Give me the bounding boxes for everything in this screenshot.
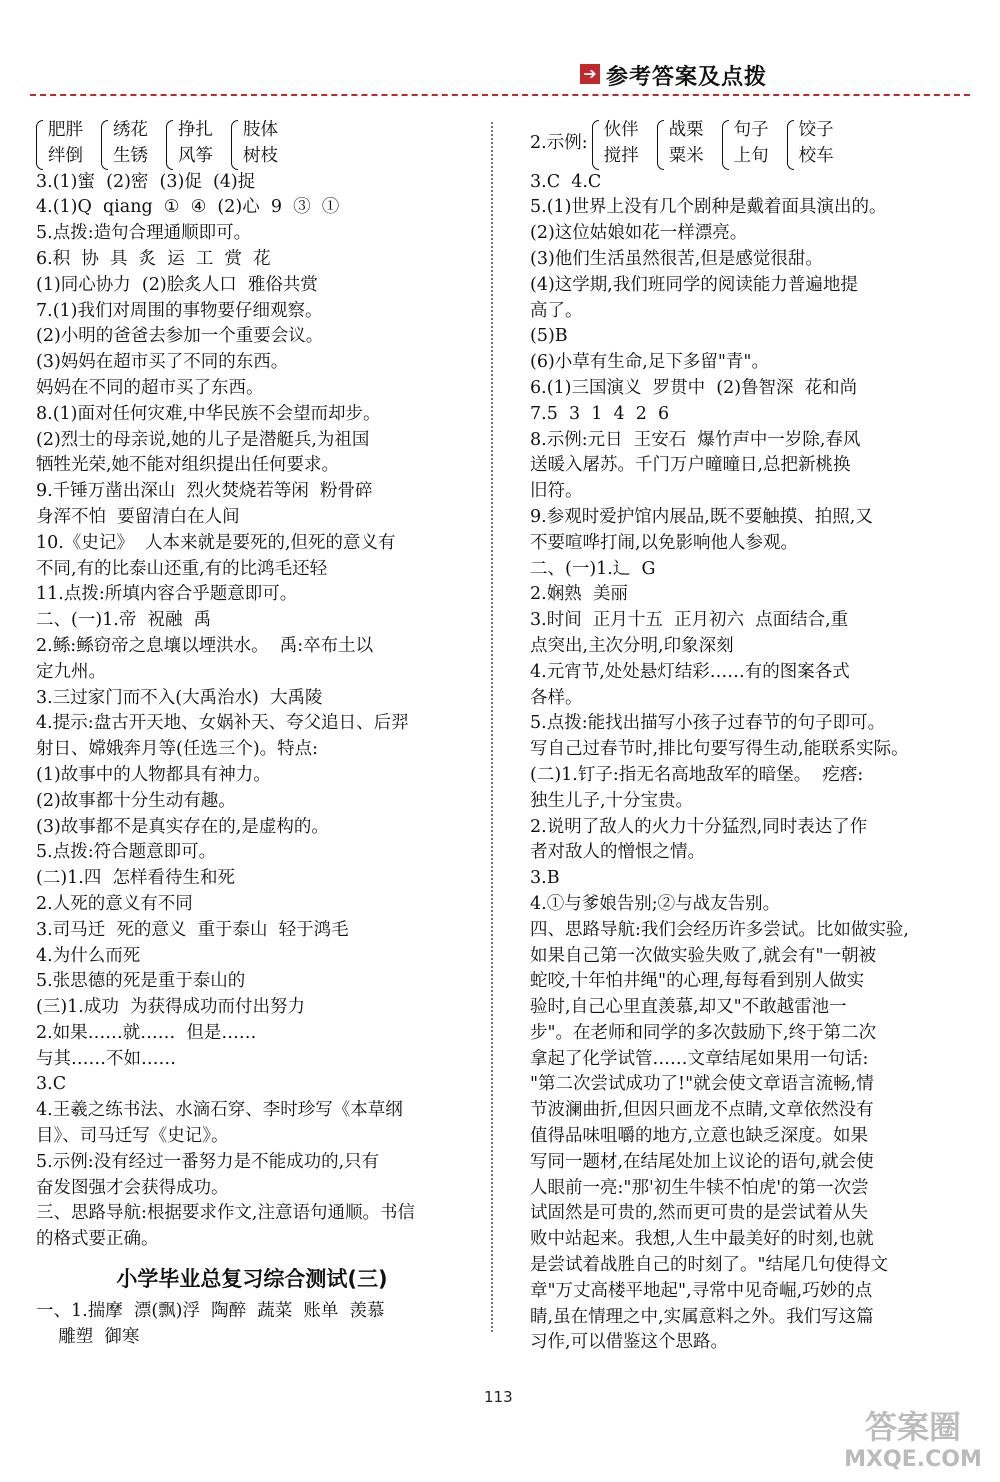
example-label: 2.示例: xyxy=(530,132,588,153)
vocab-word: 粟米 xyxy=(668,145,704,166)
vocab-group xyxy=(592,118,639,170)
answer-line: 11.点拨:所填内容合乎题意即可。 xyxy=(36,584,298,605)
answer-line: 人眼前一亮:"那'初生牛犊不怕虎'的第一次尝 xyxy=(530,1177,869,1198)
answer-line: 5.点拨:符合题意即可。 xyxy=(36,842,217,863)
vocab-word: 风筝 xyxy=(178,145,213,166)
answer-line: (4)这学期,我们班同学的阅读能力普遍地提 xyxy=(530,274,858,295)
answer-line: (3)故事都不是真实存在的,是虚构的。 xyxy=(36,816,329,837)
answer-line: 8.(1)面对任何灾难,中华民族不会望而却步。 xyxy=(36,403,381,424)
vocab-word: 搅拌 xyxy=(603,145,639,166)
vocab-group xyxy=(101,118,148,170)
answer-line: 二、(一)1.辶 G xyxy=(530,558,656,579)
answer-line: 点突出,主次分明,印象深刻 xyxy=(530,635,734,656)
left-after-lines xyxy=(36,1299,468,1351)
answer-line: 二、(一)1.帝 祝融 禹 xyxy=(36,610,212,631)
answer-line: 节波澜曲折,但因只画龙不点睛,文章依然没有 xyxy=(530,1100,874,1121)
vocab-word: 肥胖 xyxy=(48,120,83,140)
answer-line: 者对敌人的憎恨之情。 xyxy=(530,842,705,863)
section-title: 小学毕业总复习综合测试(三) xyxy=(116,1267,388,1292)
answer-line: 6.积 协 具 炙 运 工 赏 花 xyxy=(36,248,271,269)
answer-line: 4.提示:盘古开天地、女娲补天、夸父追日、后羿 xyxy=(36,713,409,734)
answer-line: (三)1.成功 为获得成功而付出努力 xyxy=(36,997,305,1018)
answer-line: 拿起了化学试管……文章结尾如果用一句话: xyxy=(530,1048,869,1069)
vocab-group xyxy=(787,118,834,170)
answer-line: 值得品味咀嚼的地方,立意也缺乏深度。如果 xyxy=(530,1126,869,1147)
answer-line: 写同一题材,在结尾处加上议论的语句,就会使 xyxy=(530,1151,874,1172)
vocab-word: 绣花 xyxy=(113,120,148,140)
answer-line: 9.千锤万凿出深山 烈火焚烧若等闲 粉骨碎 xyxy=(36,481,373,502)
answer-line: 是尝试着战胜自己的时刻了。"结尾几句使得文 xyxy=(530,1255,889,1276)
answer-line: 步"。在老师和同学的多次鼓励下,终于第二次 xyxy=(530,1022,877,1043)
answer-line: 身浑不怕 要留清白在人间 xyxy=(36,506,240,527)
answer-line: 验时,自己心里直羡慕,却又"不敢越雷池一 xyxy=(530,997,847,1018)
vocab-word: 肢体 xyxy=(243,120,278,140)
answer-line: 4.为什么而死 xyxy=(36,945,141,966)
answer-line: 7.(1)我们对周围的事物要仔细观察。 xyxy=(36,300,323,321)
answer-line: 5.点拨:造句合理通顺即可。 xyxy=(36,223,252,244)
answer-line: (5)B xyxy=(530,326,568,347)
vocab-word: 饺子 xyxy=(798,120,834,140)
answer-line: 2.鲧:鲧窃帝之息壤以堙洪水。 禹:卒布土以 xyxy=(36,635,374,656)
answer-line: 3.B xyxy=(530,868,560,889)
vocab-word: 伙伴 xyxy=(603,120,639,140)
answer-line: 射日、嫦娥奔月等(任选三个)。特点: xyxy=(36,739,319,760)
answer-line: 写自己过春节时,排比句要写得生动,能联系实际。 xyxy=(530,739,909,760)
answer-line: 3.三过家门而不入(大禹治水) 大禹陵 xyxy=(36,687,323,708)
vocab-grid-right xyxy=(530,118,970,170)
answer-line: 败中站起来。我想,人生中最美好的时刻,也就 xyxy=(530,1229,874,1250)
left-column xyxy=(36,118,468,1351)
answer-line: (1)故事中的人物都具有神力。 xyxy=(36,764,271,785)
vocab-grid-left xyxy=(36,118,468,170)
answer-line: 3.(1)蜜 (2)密 (3)促 (4)捉 xyxy=(36,171,256,192)
answer-line: 与其……不如…… xyxy=(36,1048,176,1069)
answer-line: 3.C 4.C xyxy=(530,171,602,192)
vocab-word: 绊倒 xyxy=(48,145,83,166)
answer-line: (2)故事都十分生动有趣。 xyxy=(36,790,236,811)
answer-line: 如果自己第一次做实验失败了,就会有"一朝被 xyxy=(530,945,877,966)
answer-line: 目》、司马迁写《史记》。 xyxy=(36,1126,229,1147)
answer-line: 雕塑 御寒 xyxy=(36,1326,140,1347)
answer-line: (二)1.钉子:指无名高地敌军的暗堡。 疙瘩: xyxy=(530,764,864,785)
answer-line: 定九州。 xyxy=(36,661,106,682)
answer-line: 送暖入屠苏。千门万户曈曈日,总把新桃换 xyxy=(530,455,851,476)
answer-line: 牺牲光荣,她不能对组织提出任何要求。 xyxy=(36,455,340,476)
right-column xyxy=(530,118,970,1356)
answer-line: 高了。 xyxy=(530,300,583,321)
answer-line: 习作,可以借鉴这个思路。 xyxy=(530,1332,729,1353)
vocab-group xyxy=(36,118,83,170)
answer-line: 不同,有的比泰山还重,有的比鸿毛还轻 xyxy=(36,558,328,579)
answer-line: 9.参观时爱护馆内展品,既不要触摸、拍照,又 xyxy=(530,506,873,527)
header-title: 参考答案及点拨 xyxy=(606,65,768,90)
answer-line: (2)这位姑娘如花一样漂亮。 xyxy=(530,223,748,244)
watermark-line1: 答案圈 xyxy=(864,1408,962,1446)
column-divider xyxy=(491,122,493,1332)
vocab-group xyxy=(166,118,213,170)
vocab-word: 上旬 xyxy=(733,145,769,166)
answer-line: 5.示例:没有经过一番努力是不能成功的,只有 xyxy=(36,1151,380,1172)
answer-line: 章"万丈高楼平地起",寻常中见奇崛,巧妙的点 xyxy=(530,1280,873,1301)
answer-line: 3.C xyxy=(36,1074,67,1095)
answer-line: 睛,虽在情理之中,实属意料之外。我们写这篇 xyxy=(530,1306,874,1327)
answer-line: 独生儿子,十分宝贵。 xyxy=(530,790,694,811)
answer-line: (3)妈妈在超市买了不同的东西。 xyxy=(36,352,289,373)
answer-line: 奋发图强才会获得成功。 xyxy=(36,1177,229,1198)
answer-line: 2.人死的意义有不同 xyxy=(36,893,193,914)
vocab-word: 句子 xyxy=(733,120,769,140)
answer-line: 4.元宵节,处处悬灯结彩……有的图案各式 xyxy=(530,661,850,682)
answer-line: "第二次尝试成功了!"就会使文章语言流畅,情 xyxy=(530,1074,874,1095)
answer-line: 妈妈在不同的超市买了东西。 xyxy=(36,377,264,398)
answer-line: (2)烈士的母亲说,她的儿子是潜艇兵,为祖国 xyxy=(36,429,370,450)
vocab-group xyxy=(722,118,769,170)
vocab-word: 战栗 xyxy=(668,120,704,140)
answer-line: 2.如果……就…… 但是…… xyxy=(36,1022,257,1043)
watermark-logo xyxy=(838,1402,988,1474)
answer-line: (3)他们生活虽然很苦,但是感觉很甜。 xyxy=(530,248,823,269)
answer-line: 的格式要正确。 xyxy=(36,1229,159,1250)
answer-line: 5.点拨:能找出描写小孩子过春节的句子即可。 xyxy=(530,713,886,734)
header-dashed-rule xyxy=(30,94,970,96)
answer-line: 4.王羲之练书法、水滴石穿、李时珍写《本草纲 xyxy=(36,1100,403,1121)
answer-line: 4.(1)Q qiang ① ④ (2)心 9 ③ ① xyxy=(36,197,340,218)
answer-line: 蛇咬,十年怕井绳"的心理,每每看到别人做实 xyxy=(530,971,865,992)
answer-line: 2.说明了敌人的火力十分猛烈,同时表达了作 xyxy=(530,816,868,837)
answer-line: 7.5 3 1 4 2 6 xyxy=(530,403,670,424)
answer-line: 2.娴熟 美丽 xyxy=(530,584,628,605)
answer-line: 试固然是可贵的,然而更可贵的是尝试着从失 xyxy=(530,1203,869,1224)
answer-line: 各样。 xyxy=(530,687,583,708)
vocab-word: 树枝 xyxy=(243,145,278,166)
answer-line: 3.时间 正月十五 正月初六 点面结合,重 xyxy=(530,610,849,631)
right-answer-lines xyxy=(530,170,970,1357)
answer-line: 10.《史记》 人本来就是要死的,但死的意义有 xyxy=(36,532,396,553)
watermark-line2: MXQE.COM xyxy=(844,1447,982,1472)
answer-line: 3.司马迁 死的意义 重于泰山 轻于鸿毛 xyxy=(36,919,349,940)
left-answer-lines xyxy=(36,170,468,1253)
page-number: 113 xyxy=(484,1388,513,1406)
answer-line: 四、思路导航:我们会经历许多尝试。比如做实验, xyxy=(530,919,909,940)
answer-line: (二)1.四 怎样看待生和死 xyxy=(36,868,235,889)
answer-line: 旧符。 xyxy=(530,481,583,502)
answer-line: 4.①与爹娘告别;②与战友告别。 xyxy=(530,893,781,914)
answer-line: 8.示例:元日 王安石 爆竹声中一岁除,春风 xyxy=(530,429,861,450)
answer-line: 6.(1)三国演义 罗贯中 (2)鲁智深 花和尚 xyxy=(530,377,858,398)
vocab-word: 校车 xyxy=(798,145,834,166)
answer-line: (1)同心协力 (2)脍炙人口 雅俗共赏 xyxy=(36,274,318,295)
vocab-group xyxy=(657,118,704,170)
arrow-icon: ➔ xyxy=(580,64,600,84)
answer-line: 三、思路导航:根据要求作文,注意语句通顺。书信 xyxy=(36,1203,415,1224)
vocab-word: 挣扎 xyxy=(178,120,213,140)
answer-line: 5.(1)世界上没有几个剧种是戴着面具演出的。 xyxy=(530,197,887,218)
answer-line: 5.张思德的死是重于泰山的 xyxy=(36,971,246,992)
answer-line: (2)小明的爸爸去参加一个重要会议。 xyxy=(36,326,324,347)
answer-line: 一、1.揣摩 漂(飘)浮 陶醉 蔬菜 账单 羡慕 xyxy=(36,1301,385,1322)
vocab-group xyxy=(231,118,278,170)
vocab-word: 生锈 xyxy=(113,145,148,166)
answer-line: 不要喧哗打闹,以免影响他人参观。 xyxy=(530,532,799,553)
answer-line: (6)小草有生命,足下多留"青"。 xyxy=(530,352,769,373)
